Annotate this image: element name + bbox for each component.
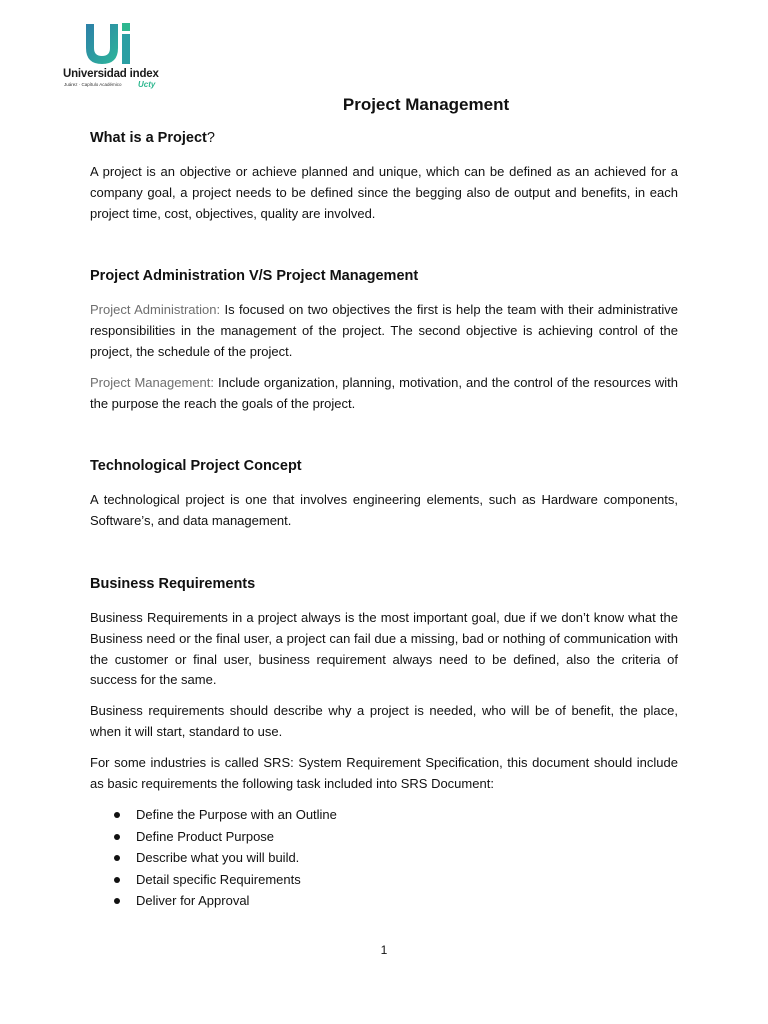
paragraph: A project is an objective or achieve planned and unique, which can be defined as an achieved for a company goal, a project needs to be defined since the begging also de output and benefits, in each project time, cost, objectives, quality are involved. [90,164,678,221]
bullet-icon [114,877,120,883]
list-item: Describe what you will build. [90,847,678,869]
page-number: 1 [380,943,388,957]
section-technological-project [90,456,678,532]
university-logo [60,20,164,94]
section-what-is-a-project [90,128,678,224]
list-item: Detail specific Requirements [90,869,678,891]
term-label: Project Administration: [90,302,221,318]
heading-question-mark: ? [206,130,215,146]
paragraph [90,300,678,362]
section-business-requirements [90,574,678,912]
document-title: Project Management [342,95,510,114]
logo-mark: Ucty [138,80,156,89]
paragraph: Business requirements should describe why a project is needed, who will be of benefit, the place, when it will start, standard to use. [90,703,678,739]
list-item: Deliver for Approval [90,890,678,912]
bullet-icon [114,855,120,861]
paragraph: For some industries is called SRS: System Requirement Specification, this document should include as basic requirements the following task included into SRS Document: [90,754,678,791]
paragraph: A technological project is one that involves engineering elements, such as Hardware components, Software’s, and data management. [90,492,678,529]
bullet-icon [114,812,120,818]
term-definition: Include organization, planning, motivation, and the control of the resources with the purpose the reach the goals of the project. [90,374,678,411]
list-item: Define the Purpose with an Outline [90,804,678,826]
bullet-icon [114,834,120,840]
term-definition: Is focused on two objectives the first is help the team with their administrative responsibilities in the management of the project. The second objective is achieving control of the project, the schedule of the project. [90,302,678,359]
section-heading: Business Requirements [90,575,256,592]
logo-subtitle: Juárez · Capítulo Académico [64,82,122,87]
section-administration-vs-management [90,266,678,414]
logo-name: Universidad index [63,68,159,80]
section-heading: Project Administration V/S Project Management [90,268,419,285]
ui-logo-icon [60,20,164,68]
paragraph: Business Requirements in a project always is the most important goal, due if we don’t know what the Business need or the final user, a project can fail due a missing, bad or nothing of communication with the customer or final user, business requirement always need to be defined, also the criteria of success for the same. [90,609,678,688]
term-label: Project Management: [90,374,214,390]
paragraph [90,373,678,415]
section-heading [90,128,678,148]
heading-text: What is a Project [90,130,207,146]
document-content [90,128,678,912]
bullet-icon [114,898,120,904]
list-item: Define Product Purpose [90,826,678,848]
requirements-list [90,804,678,912]
section-heading: Technological Project Concept [90,458,302,475]
